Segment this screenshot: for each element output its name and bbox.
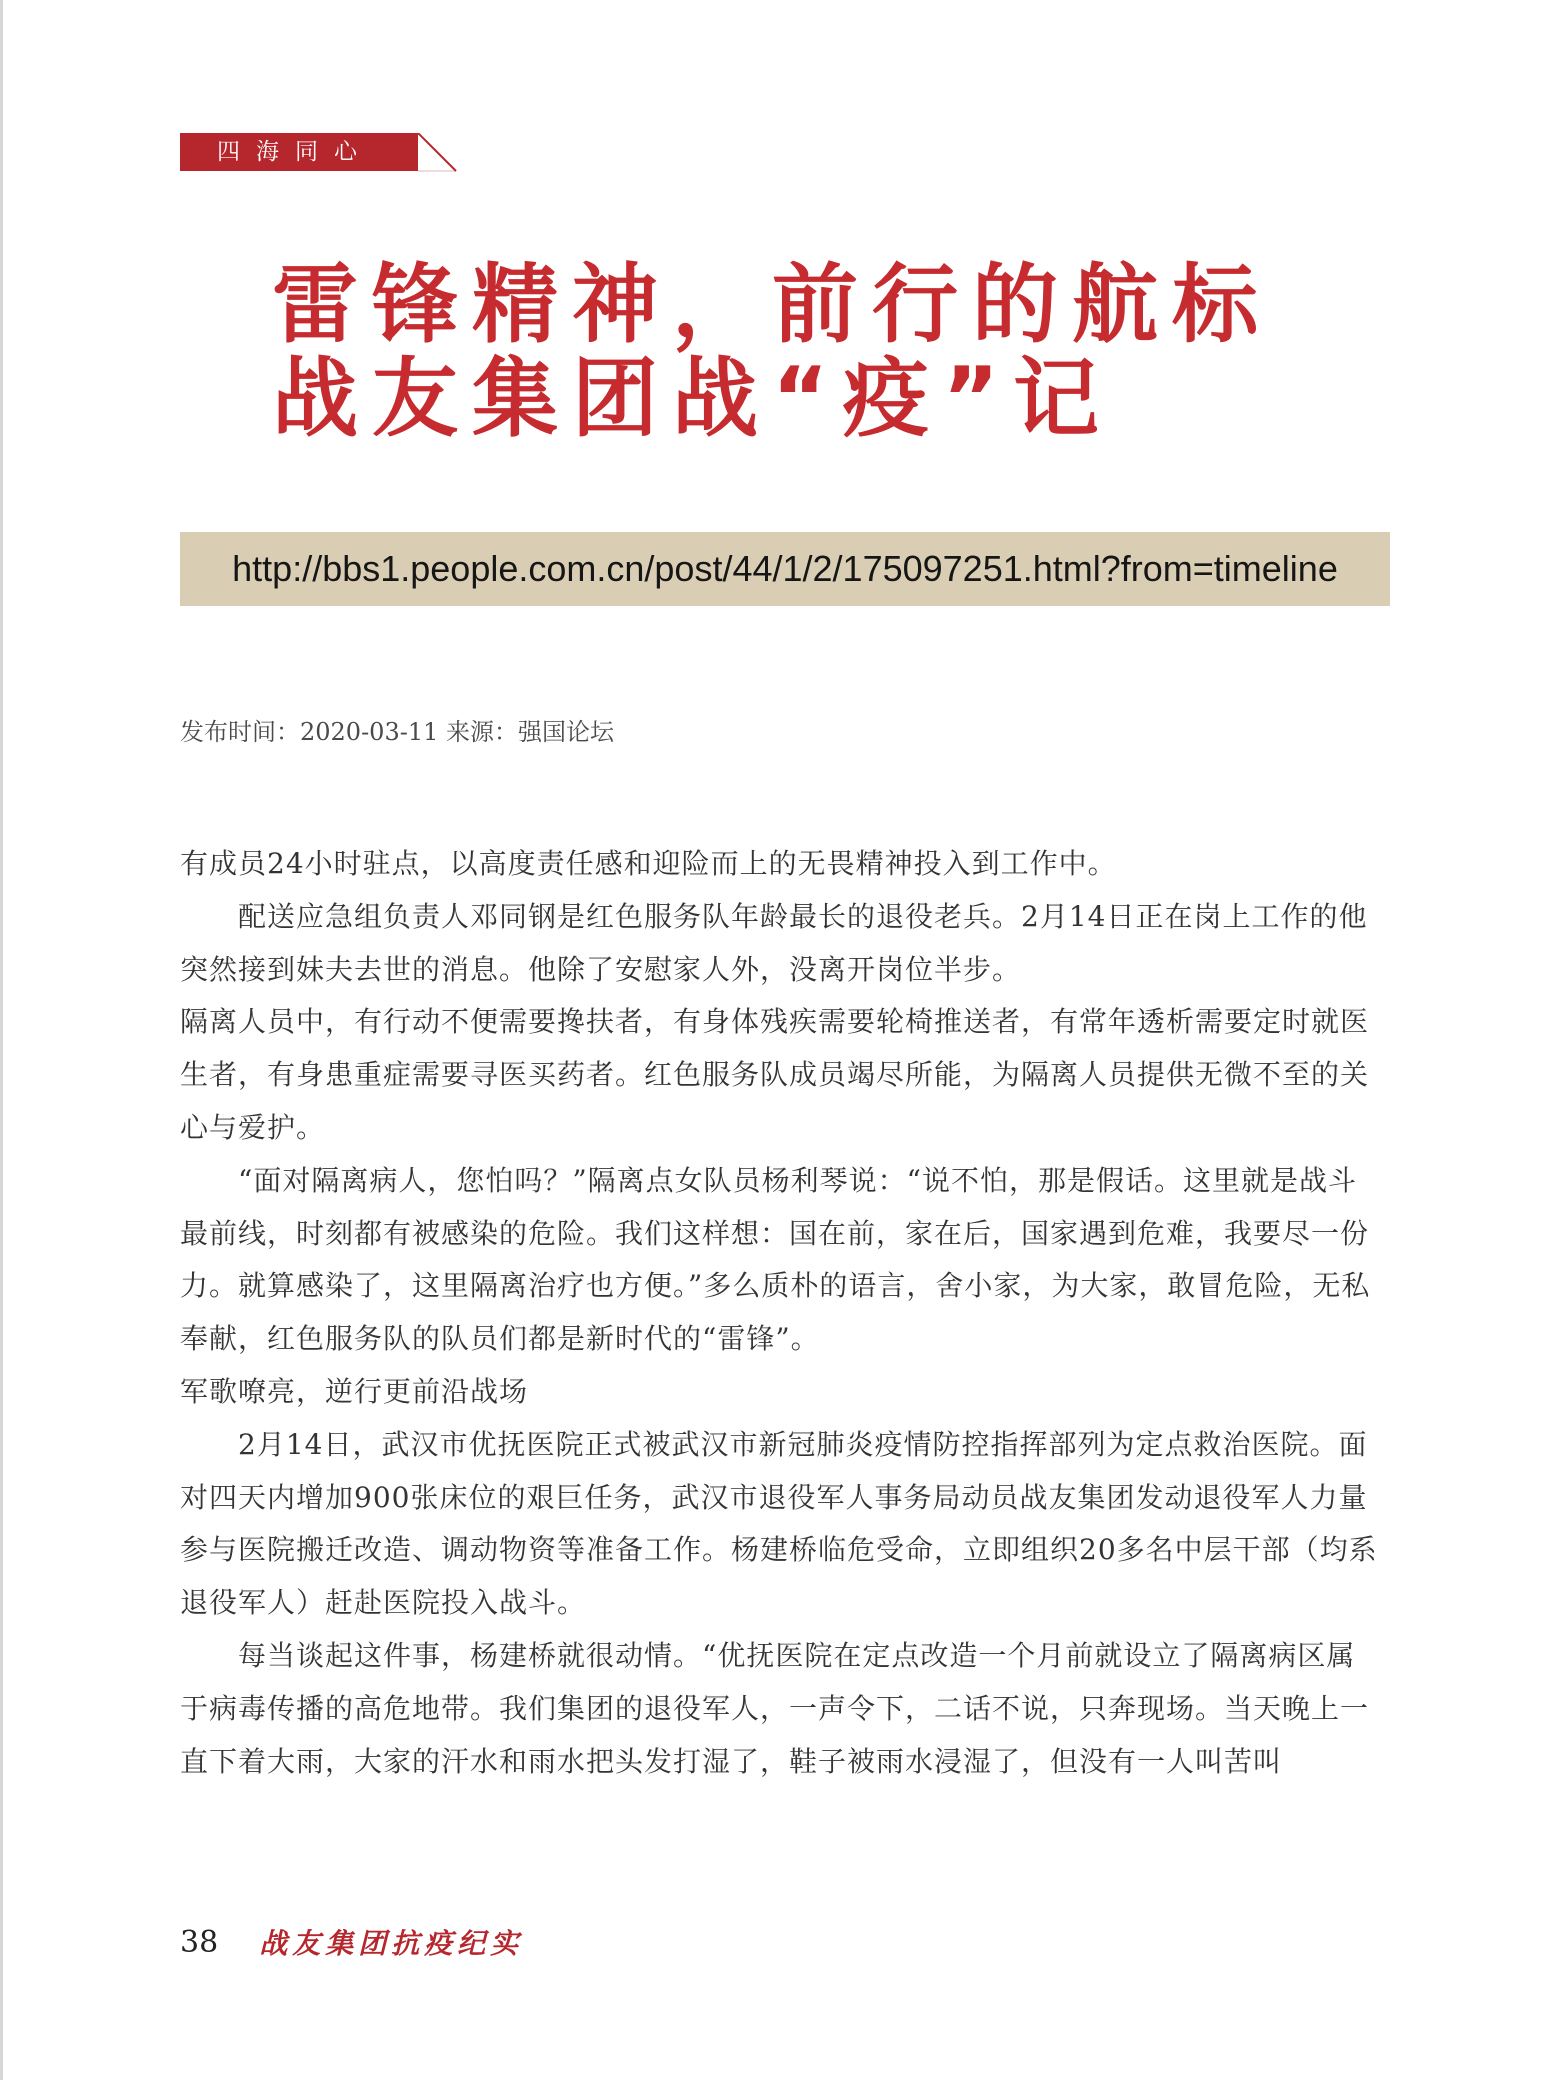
page-number: 38 bbox=[180, 1924, 219, 1960]
body-paragraph: 2月14日，武汉市优抚医院正式被武汉市新冠肺炎疫情防控指挥部列为定点救治医院。面对四天内增加900张床位的艰巨任务，武汉市退役军人事务局动员战友集团发动退役军人力量参与医院搬迁改造、调动物资等准备工作。杨建桥临危受命，立即组织20多名中层干部（均系退役军人）赶赴医院投入战斗。 bbox=[180, 1427, 1378, 1620]
page-edge-shadow bbox=[0, 0, 3, 2080]
article-body bbox=[180, 838, 1380, 1788]
page-footer bbox=[180, 1922, 523, 1962]
section-tag-label: 四海同心 bbox=[217, 139, 373, 165]
body-paragraph: 每当谈起这件事，杨建桥就很动情。“优抚医院在定点改造一个月前就设立了隔离病区属于病毒传播的高危地带。我们集团的退役军人，一声令下，二话不说，只奔现场。当天晚上一直下着大雨，大家的汗水和雨水把头发打湿了，鞋子被雨水浸湿了，但没有一人叫苦叫 bbox=[180, 1638, 1370, 1778]
section-tag bbox=[180, 133, 418, 171]
publication-title: 战友集团抗疫纪实 bbox=[259, 1927, 524, 1960]
source-url: http://bbs1.people.com.cn/post/44/1/2/175097251.html?from=timeline bbox=[232, 548, 1338, 589]
article-title bbox=[272, 255, 1372, 449]
body-paragraph: “面对隔离病人，您怕吗？”隔离点女队员杨利琴说：“说不怕，那是假话。这里就是战斗最前线，时刻都有被感染的危险。我们这样想：国在前，家在后，国家遇到危难，我要尽一份力。就算感染了，这里隔离治疗也方便。”多么质朴的语言，舍小家，为大家，敢冒危险，无私奉献，红色服务队的队员们都是新时代的“雷锋”。 bbox=[180, 1163, 1371, 1356]
title-line-2: 战友集团战“疫”记 bbox=[272, 349, 1114, 449]
publish-meta: 发布时间：2020-03-11 来源：强国论坛 bbox=[180, 718, 615, 746]
body-subheading: 军歌嘹亮，逆行更前沿战场 bbox=[180, 1374, 529, 1408]
title-line-1: 雷锋精神，前行的航标 bbox=[272, 255, 1272, 355]
body-paragraph: 隔离人员中，有行动不便需要搀扶者，有身体残疾需要轮椅推送者，有常年透析需要定时就医生者，有身患重症需要寻医买药者。红色服务队成员竭尽所能，为隔离人员提供无微不至的关心与爱护。 bbox=[180, 1005, 1370, 1144]
body-paragraph: 有成员24小时驻点，以高度责任感和迎险而上的无畏精神投入到工作中。 bbox=[180, 847, 1117, 880]
source-url-banner bbox=[180, 532, 1390, 606]
body-paragraph: 配送应急组负责人邓同钢是红色服务队年龄最长的退役老兵。2月14日正在岗上工作的他突然接到妹夫去世的消息。他除了安慰家人外，没离开岗位半步。 bbox=[180, 899, 1368, 986]
section-tag-decoration bbox=[418, 133, 468, 173]
